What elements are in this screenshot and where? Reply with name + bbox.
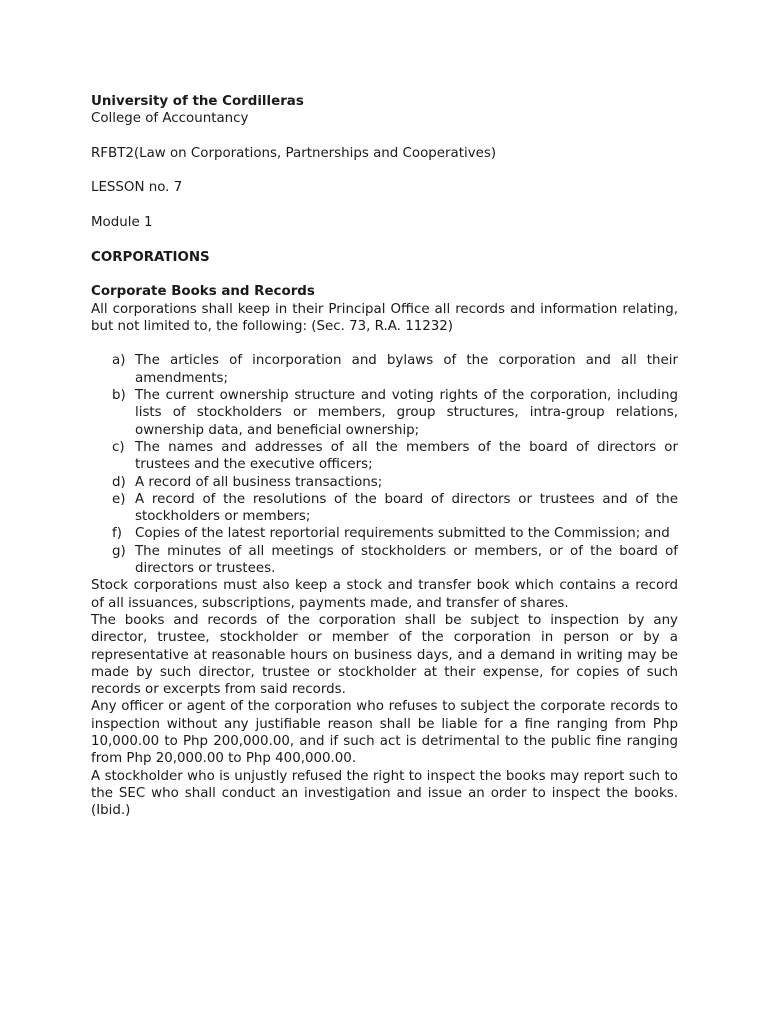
list-item xyxy=(112,387,678,439)
list-item-text: The current ownership structure and voting rights of the corporation, including lists of stockholders or members, group structures, intra-group relations, ownership data, and beneficial ownership; xyxy=(135,388,678,438)
list-item xyxy=(112,439,678,474)
document-page xyxy=(91,93,678,819)
records-list xyxy=(91,352,678,577)
list-marker: b) xyxy=(112,388,126,404)
subsection-title: Corporate Books and Records xyxy=(91,284,315,300)
university-name: University of the Cordilleras xyxy=(91,94,304,109)
list-marker: c) xyxy=(112,439,125,455)
list-item xyxy=(112,491,678,526)
list-item xyxy=(112,543,678,578)
list-marker: e) xyxy=(112,491,126,507)
list-item xyxy=(112,352,678,387)
college-name: College of Accountancy xyxy=(91,111,249,127)
inspection-paragraph: The books and records of the corporation shall be subject to inspection by any director, trustee, stockholder or member of the corporation in person or by a representative at reasonable hours on business days, and a demand in writing may be made by such director, trustee or stockholder at their expense, for copies of such records or excerpts from said records. xyxy=(91,612,678,698)
list-item-text: The minutes of all meetings of stockholders or members, or of the board of directors or trustees. xyxy=(135,543,678,577)
penalty-paragraph: Any officer or agent of the corporation who refuses to subject the corporate records to inspection without any justifiable reason shall be liable for a fine ranging from Php 10,000.00 to Php 200,000.00, and if such act is detrimental to the public fine ranging from Php 20,000.00 to Php 400,000.00. xyxy=(91,699,678,767)
list-item-text: Copies of the latest reportorial requirements submitted to the Commission; and xyxy=(135,526,670,542)
stock-transfer-paragraph: Stock corporations must also keep a stock and transfer book which contains a record of all issuances, subscriptions, payments made, and transfer of shares. xyxy=(91,578,678,611)
module-number: Module 1 xyxy=(91,215,153,231)
list-marker: f) xyxy=(112,526,122,542)
list-item-text: The articles of incorporation and bylaws of the corporation and all their amendments; xyxy=(135,353,678,386)
list-item xyxy=(112,525,678,542)
sec-report-paragraph: A stockholder who is unjustly refused the right to inspect the books may report such to the SEC who shall conduct an investigation and issue an order to inspect the books. (Ibid.) xyxy=(91,768,678,819)
course-title: RFBT2(Law on Corporations, Partnerships and Cooperatives) xyxy=(91,145,497,161)
intro-paragraph: All corporations shall keep in their Principal Office all records and information relating, but not limited to, the following: (Sec. 73, R.A. 11232) xyxy=(91,301,678,334)
list-item-text: The names and addresses of all the members of the board of directors or trustees and the executive officers; xyxy=(135,439,678,473)
list-marker: a) xyxy=(112,353,126,369)
list-item-text: A record of the resolutions of the board of directors or trustees and of the stockholders or members; xyxy=(135,491,678,525)
list-marker: g) xyxy=(112,543,126,559)
section-title: CORPORATIONS xyxy=(91,249,210,265)
list-item-text: A record of all business transactions; xyxy=(135,474,383,490)
list-marker: d) xyxy=(112,474,126,490)
lesson-number: LESSON no. 7 xyxy=(91,180,183,196)
list-item xyxy=(112,474,678,491)
